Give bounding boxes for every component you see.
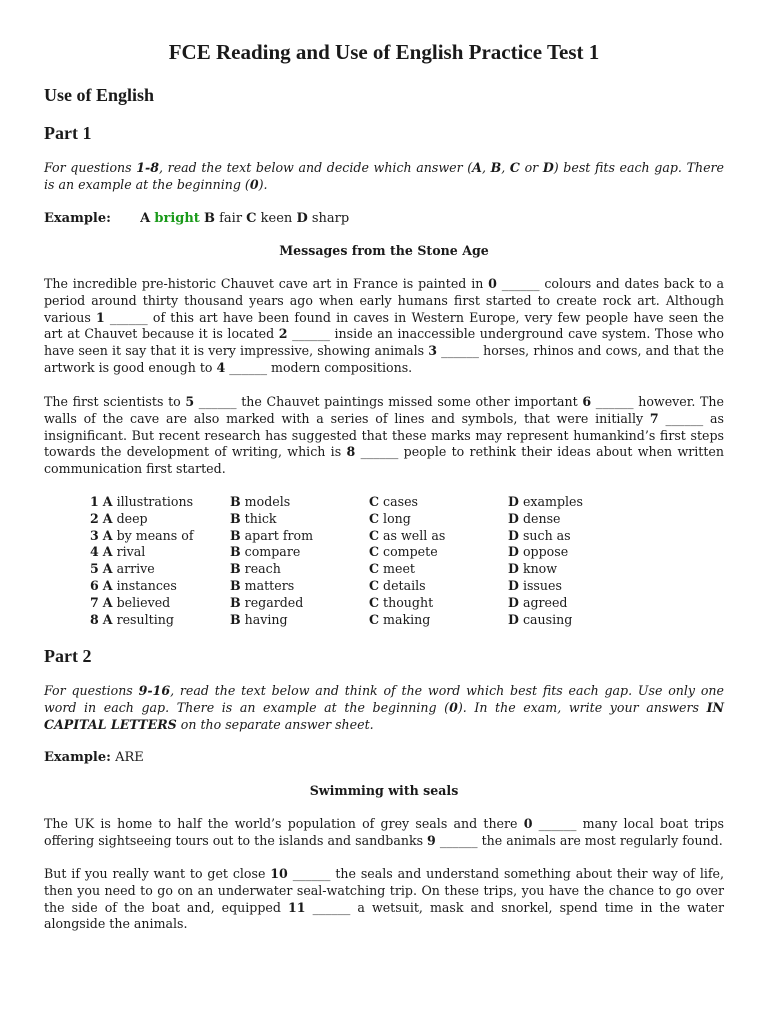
section-heading: Use of English <box>44 85 155 105</box>
part2-paragraph-2: But if you really want to get close 10 ______ the seals and understand something about their way of life, then you need to go on an underwater seal-watching trip. On these trips, you have the chance to go over the side of the boat and, equipped 11 ______ a wetsuit, mask and snorkel, spend time in the water alongside the animals. <box>44 866 724 932</box>
part1-example: Example: A bright B fair C keen D sharp <box>44 211 350 226</box>
page-title: FCE Reading and Use of English Practice Test 1 <box>168 40 600 64</box>
example-answer: bright <box>154 211 200 226</box>
part1-instructions: For questions 1-8, read the text below and decide which answer (A, B, C or D) best fits each gap. There is an example at the beginning (0). <box>44 160 725 192</box>
part1-text-title: Messages from the Stone Age <box>279 243 489 258</box>
document-page: FCE Reading and Use of English Practice Test 1 Use of English Part 1 For questions 1-8, read the text below and decide which answer (A, B, C or D) best fits each gap. There is an example at the beginning (0). Example: A bright B fair C keen D sharp Messages from the Stone Age The incredible pre-historic Chauvet cave art in France is painted in 0 ______ colours and dates back to a period around thirty thousand years ago when early humans first started to create rock art. Although various 1 ______ of this art have been found in caves in Western Europe, very few people have seen the art at Chauvet because it is located 2 ______ inside an inaccessible underground cave system. Those who have seen it say that it is very impressive, showing animals 3 ______ horses, rhinos and cows, and that the artwork is good enough to 4 ______ modern compositions. The first scientists to 5 ______ the Chauvet paintings missed some other important 6 ______ however. The walls of the cave are also marked with a series of lines and symbols, that were initially 7 ______ as insignificant. But recent research has suggested that these marks may represent humankind’s first steps towards the development of writing, which is 8 ______ people to rethink their ideas about when written communication first started. 1 A illustrations B models C cases D examples 2 A deep B thick C long D dense 3 A by means of B apart from C as well as D such as 4 A rival B compare C compete D oppose 5 A arrive B reach C meet D know 6 A instances B matters C details D issues 7 A believed B regarded C thought D agreed 8 A resulting B having C making D causing Part 2 For questions 9-16, read the text below and think of the word which best fits each gap. Use only one word in each gap. There is an example at the beginning (0). In the exam, write your answers IN CAPITAL LETTERS on tho separate answer sheet. Example: ARE Swimming with seals The UK is home to half the world’s population of grey seals and there 0 ______ many local boat trips offering sightseeing tours out to the islands and sandbanks 9 ______ the animals are most regularly found. But if you really want to get close 10 ______ the seals and understand something about their way of life, then you need to go on an underwater seal-watching trip. On these trips, you have the chance to go over the side of the boat and, equipped 11 ______ a wetsuit, mask and snorkel, spend time in the water alongside the animals. <box>0 0 768 1024</box>
part1-paragraph-2: The first scientists to 5 ______ the Chauvet paintings missed some other important 6 ______ however. The walls of the cave are also marked with a series of lines and symbols, that were initially 7 ______ as insignificant. But recent research has suggested that these marks may represent humankind’s first steps towards the development of writing, which is 8 ______ people to rethink their ideas about when written communication first started. <box>44 394 724 477</box>
part1-paragraph-1: The incredible pre-historic Chauvet cave art in France is painted in 0 ______ colours and dates back to a period around thirty thousand years ago when early humans first started to create rock art. Although various 1 ______ of this art have been found in caves in Western Europe, very few people have seen the art at Chauvet because it is located 2 ______ inside an inaccessible underground cave system. Those who have seen it say that it is very impressive, showing animals 3 ______ horses, rhinos and cows, and that the artwork is good enough to 4 ______ modern compositions. <box>44 276 724 375</box>
part2-example <box>44 749 144 766</box>
example-label: Example: <box>44 211 111 226</box>
part2-text-title: Swimming with seals <box>309 783 459 798</box>
part2-heading: Part 2 <box>44 646 92 666</box>
part2-instructions: For questions 9-16, read the text below and think of the word which best fits each gap. Use only one word in each gap. There is an example at the beginning (0). In the exam, write your answers IN CAPITAL LETTERS on tho separate answer sheet. <box>44 683 724 732</box>
example-answer: ARE <box>115 750 144 765</box>
example-label: Example: <box>44 750 111 765</box>
part1-heading: Part 1 <box>44 123 92 143</box>
part2-paragraph-1: The UK is home to half the world’s population of grey seals and there 0 ______ many local boat trips offering sightseeing tours out to the islands and sandbanks 9 ______ the animals are most regularly found. <box>44 816 724 848</box>
